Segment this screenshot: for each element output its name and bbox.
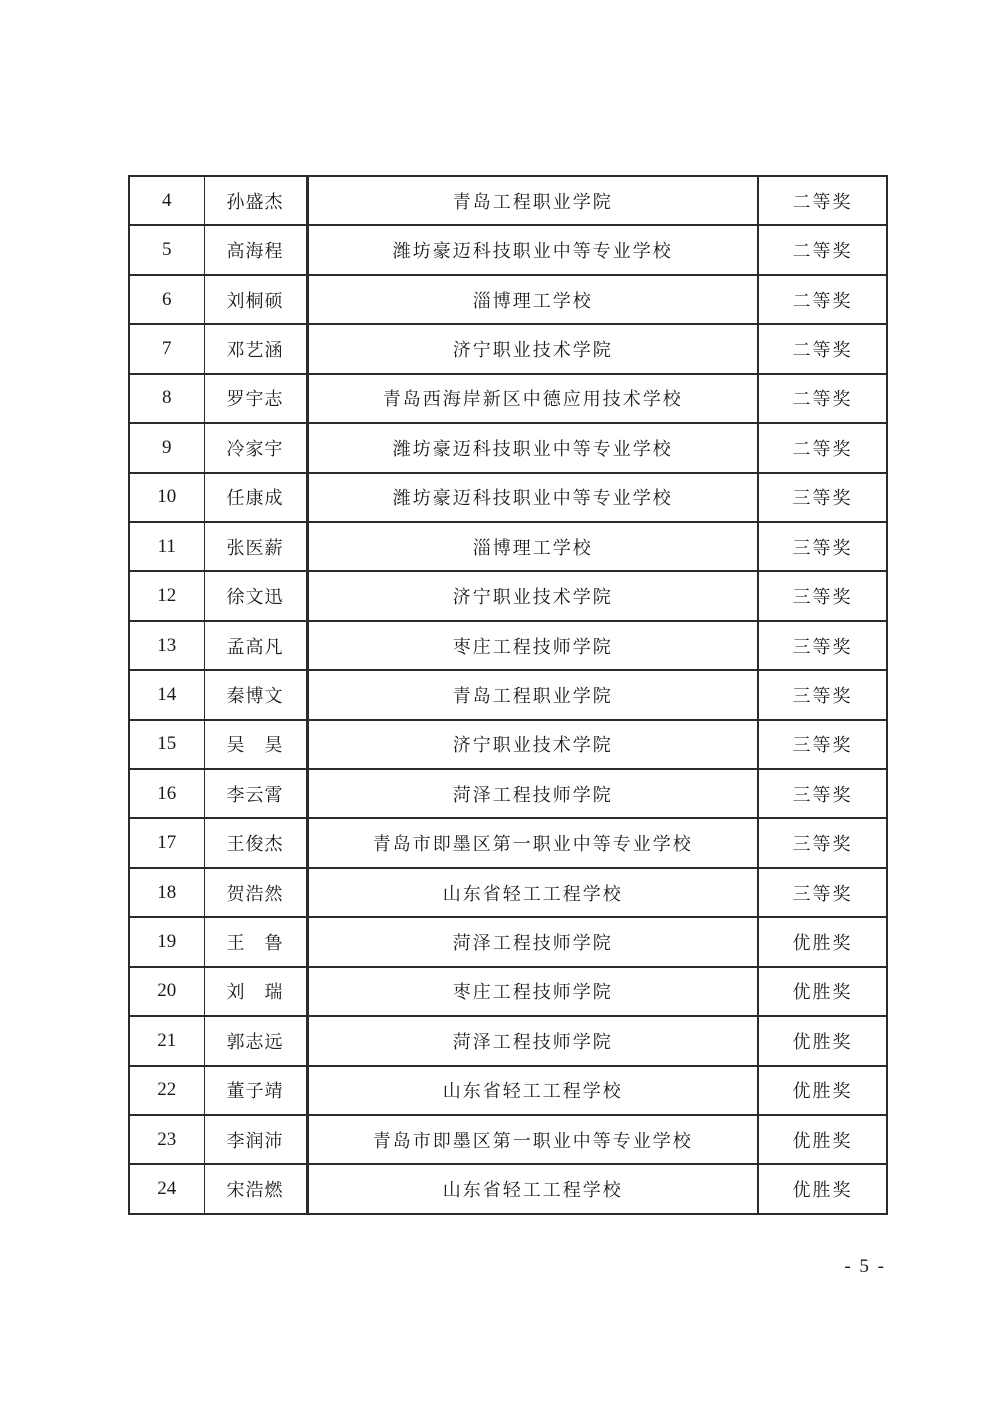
name-cell: 邓艺涵 bbox=[204, 324, 307, 373]
rank-cell: 17 bbox=[129, 818, 204, 867]
award-cell: 优胜奖 bbox=[758, 917, 887, 966]
table-row bbox=[129, 423, 887, 472]
rank-cell: 20 bbox=[129, 967, 204, 1016]
school-cell: 菏泽工程技师学院 bbox=[307, 1016, 758, 1065]
name-cell: 张医薪 bbox=[204, 522, 307, 571]
name-cell: 冷家宇 bbox=[204, 423, 307, 472]
award-cell: 三等奖 bbox=[758, 868, 887, 917]
name-cell: 高海程 bbox=[204, 225, 307, 274]
award-cell: 二等奖 bbox=[758, 176, 887, 225]
rank-cell: 18 bbox=[129, 868, 204, 917]
name-cell: 刘桐硕 bbox=[204, 275, 307, 324]
rank-cell: 22 bbox=[129, 1066, 204, 1115]
award-cell: 三等奖 bbox=[758, 720, 887, 769]
award-cell: 二等奖 bbox=[758, 275, 887, 324]
award-cell: 二等奖 bbox=[758, 225, 887, 274]
table-row bbox=[129, 473, 887, 522]
rank-cell: 14 bbox=[129, 670, 204, 719]
table-row bbox=[129, 571, 887, 620]
rank-cell: 16 bbox=[129, 769, 204, 818]
name-cell: 任康成 bbox=[204, 473, 307, 522]
rank-cell: 24 bbox=[129, 1164, 204, 1214]
school-cell: 青岛市即墨区第一职业中等专业学校 bbox=[307, 818, 758, 867]
award-cell: 优胜奖 bbox=[758, 967, 887, 1016]
table-row bbox=[129, 374, 887, 423]
school-cell: 青岛工程职业学院 bbox=[307, 670, 758, 719]
rank-cell: 7 bbox=[129, 324, 204, 373]
name-cell: 王俊杰 bbox=[204, 818, 307, 867]
name-cell: 吴 昊 bbox=[204, 720, 307, 769]
table-row bbox=[129, 670, 887, 719]
rank-cell: 23 bbox=[129, 1115, 204, 1164]
name-cell: 董子靖 bbox=[204, 1066, 307, 1115]
rank-cell: 6 bbox=[129, 275, 204, 324]
school-cell: 枣庄工程技师学院 bbox=[307, 621, 758, 670]
awards-results-table bbox=[128, 175, 888, 1215]
school-cell: 淄博理工学校 bbox=[307, 522, 758, 571]
name-cell: 孙盛杰 bbox=[204, 176, 307, 225]
name-cell: 秦博文 bbox=[204, 670, 307, 719]
award-cell: 三等奖 bbox=[758, 522, 887, 571]
school-cell: 潍坊豪迈科技职业中等专业学校 bbox=[307, 225, 758, 274]
rank-cell: 10 bbox=[129, 473, 204, 522]
page-number: - 5 - bbox=[844, 1256, 886, 1277]
table-row bbox=[129, 176, 887, 225]
school-cell: 淄博理工学校 bbox=[307, 275, 758, 324]
rank-cell: 19 bbox=[129, 917, 204, 966]
school-cell: 菏泽工程技师学院 bbox=[307, 769, 758, 818]
rank-cell: 12 bbox=[129, 571, 204, 620]
school-cell: 青岛西海岸新区中德应用技术学校 bbox=[307, 374, 758, 423]
award-cell: 二等奖 bbox=[758, 374, 887, 423]
award-cell: 优胜奖 bbox=[758, 1164, 887, 1214]
award-cell: 优胜奖 bbox=[758, 1016, 887, 1065]
table-row bbox=[129, 225, 887, 274]
school-cell: 济宁职业技术学院 bbox=[307, 720, 758, 769]
rank-cell: 13 bbox=[129, 621, 204, 670]
school-cell: 潍坊豪迈科技职业中等专业学校 bbox=[307, 423, 758, 472]
name-cell: 孟高凡 bbox=[204, 621, 307, 670]
rank-cell: 21 bbox=[129, 1016, 204, 1065]
award-cell: 三等奖 bbox=[758, 473, 887, 522]
award-cell: 三等奖 bbox=[758, 621, 887, 670]
award-cell: 二等奖 bbox=[758, 423, 887, 472]
name-cell: 李云霄 bbox=[204, 769, 307, 818]
table-row bbox=[129, 1115, 887, 1164]
table-row bbox=[129, 1016, 887, 1065]
school-cell: 山东省轻工工程学校 bbox=[307, 1066, 758, 1115]
school-cell: 济宁职业技术学院 bbox=[307, 571, 758, 620]
school-cell: 青岛工程职业学院 bbox=[307, 176, 758, 225]
award-cell: 优胜奖 bbox=[758, 1115, 887, 1164]
rank-cell: 11 bbox=[129, 522, 204, 571]
table-row bbox=[129, 967, 887, 1016]
name-cell: 徐文迅 bbox=[204, 571, 307, 620]
rank-cell: 9 bbox=[129, 423, 204, 472]
rank-cell: 15 bbox=[129, 720, 204, 769]
table-row bbox=[129, 522, 887, 571]
award-cell: 三等奖 bbox=[758, 670, 887, 719]
table-row bbox=[129, 769, 887, 818]
award-cell: 三等奖 bbox=[758, 571, 887, 620]
award-cell: 三等奖 bbox=[758, 818, 887, 867]
award-cell: 优胜奖 bbox=[758, 1066, 887, 1115]
school-cell: 山东省轻工工程学校 bbox=[307, 868, 758, 917]
table-row bbox=[129, 1164, 887, 1214]
table-row bbox=[129, 917, 887, 966]
award-cell: 三等奖 bbox=[758, 769, 887, 818]
rank-cell: 5 bbox=[129, 225, 204, 274]
awards-table-body bbox=[129, 176, 887, 1214]
name-cell: 刘 瑞 bbox=[204, 967, 307, 1016]
school-cell: 枣庄工程技师学院 bbox=[307, 967, 758, 1016]
school-cell: 潍坊豪迈科技职业中等专业学校 bbox=[307, 473, 758, 522]
table-row bbox=[129, 621, 887, 670]
table-row bbox=[129, 1066, 887, 1115]
rank-cell: 4 bbox=[129, 176, 204, 225]
table-row bbox=[129, 324, 887, 373]
name-cell: 罗宇志 bbox=[204, 374, 307, 423]
name-cell: 贺浩然 bbox=[204, 868, 307, 917]
rank-cell: 8 bbox=[129, 374, 204, 423]
school-cell: 青岛市即墨区第一职业中等专业学校 bbox=[307, 1115, 758, 1164]
school-cell: 济宁职业技术学院 bbox=[307, 324, 758, 373]
school-cell: 菏泽工程技师学院 bbox=[307, 917, 758, 966]
table-row bbox=[129, 720, 887, 769]
table-row bbox=[129, 868, 887, 917]
name-cell: 郭志远 bbox=[204, 1016, 307, 1065]
award-cell: 二等奖 bbox=[758, 324, 887, 373]
table-row bbox=[129, 818, 887, 867]
school-cell: 山东省轻工工程学校 bbox=[307, 1164, 758, 1214]
table-row bbox=[129, 275, 887, 324]
name-cell: 宋浩燃 bbox=[204, 1164, 307, 1214]
name-cell: 李润沛 bbox=[204, 1115, 307, 1164]
name-cell: 王 鲁 bbox=[204, 917, 307, 966]
